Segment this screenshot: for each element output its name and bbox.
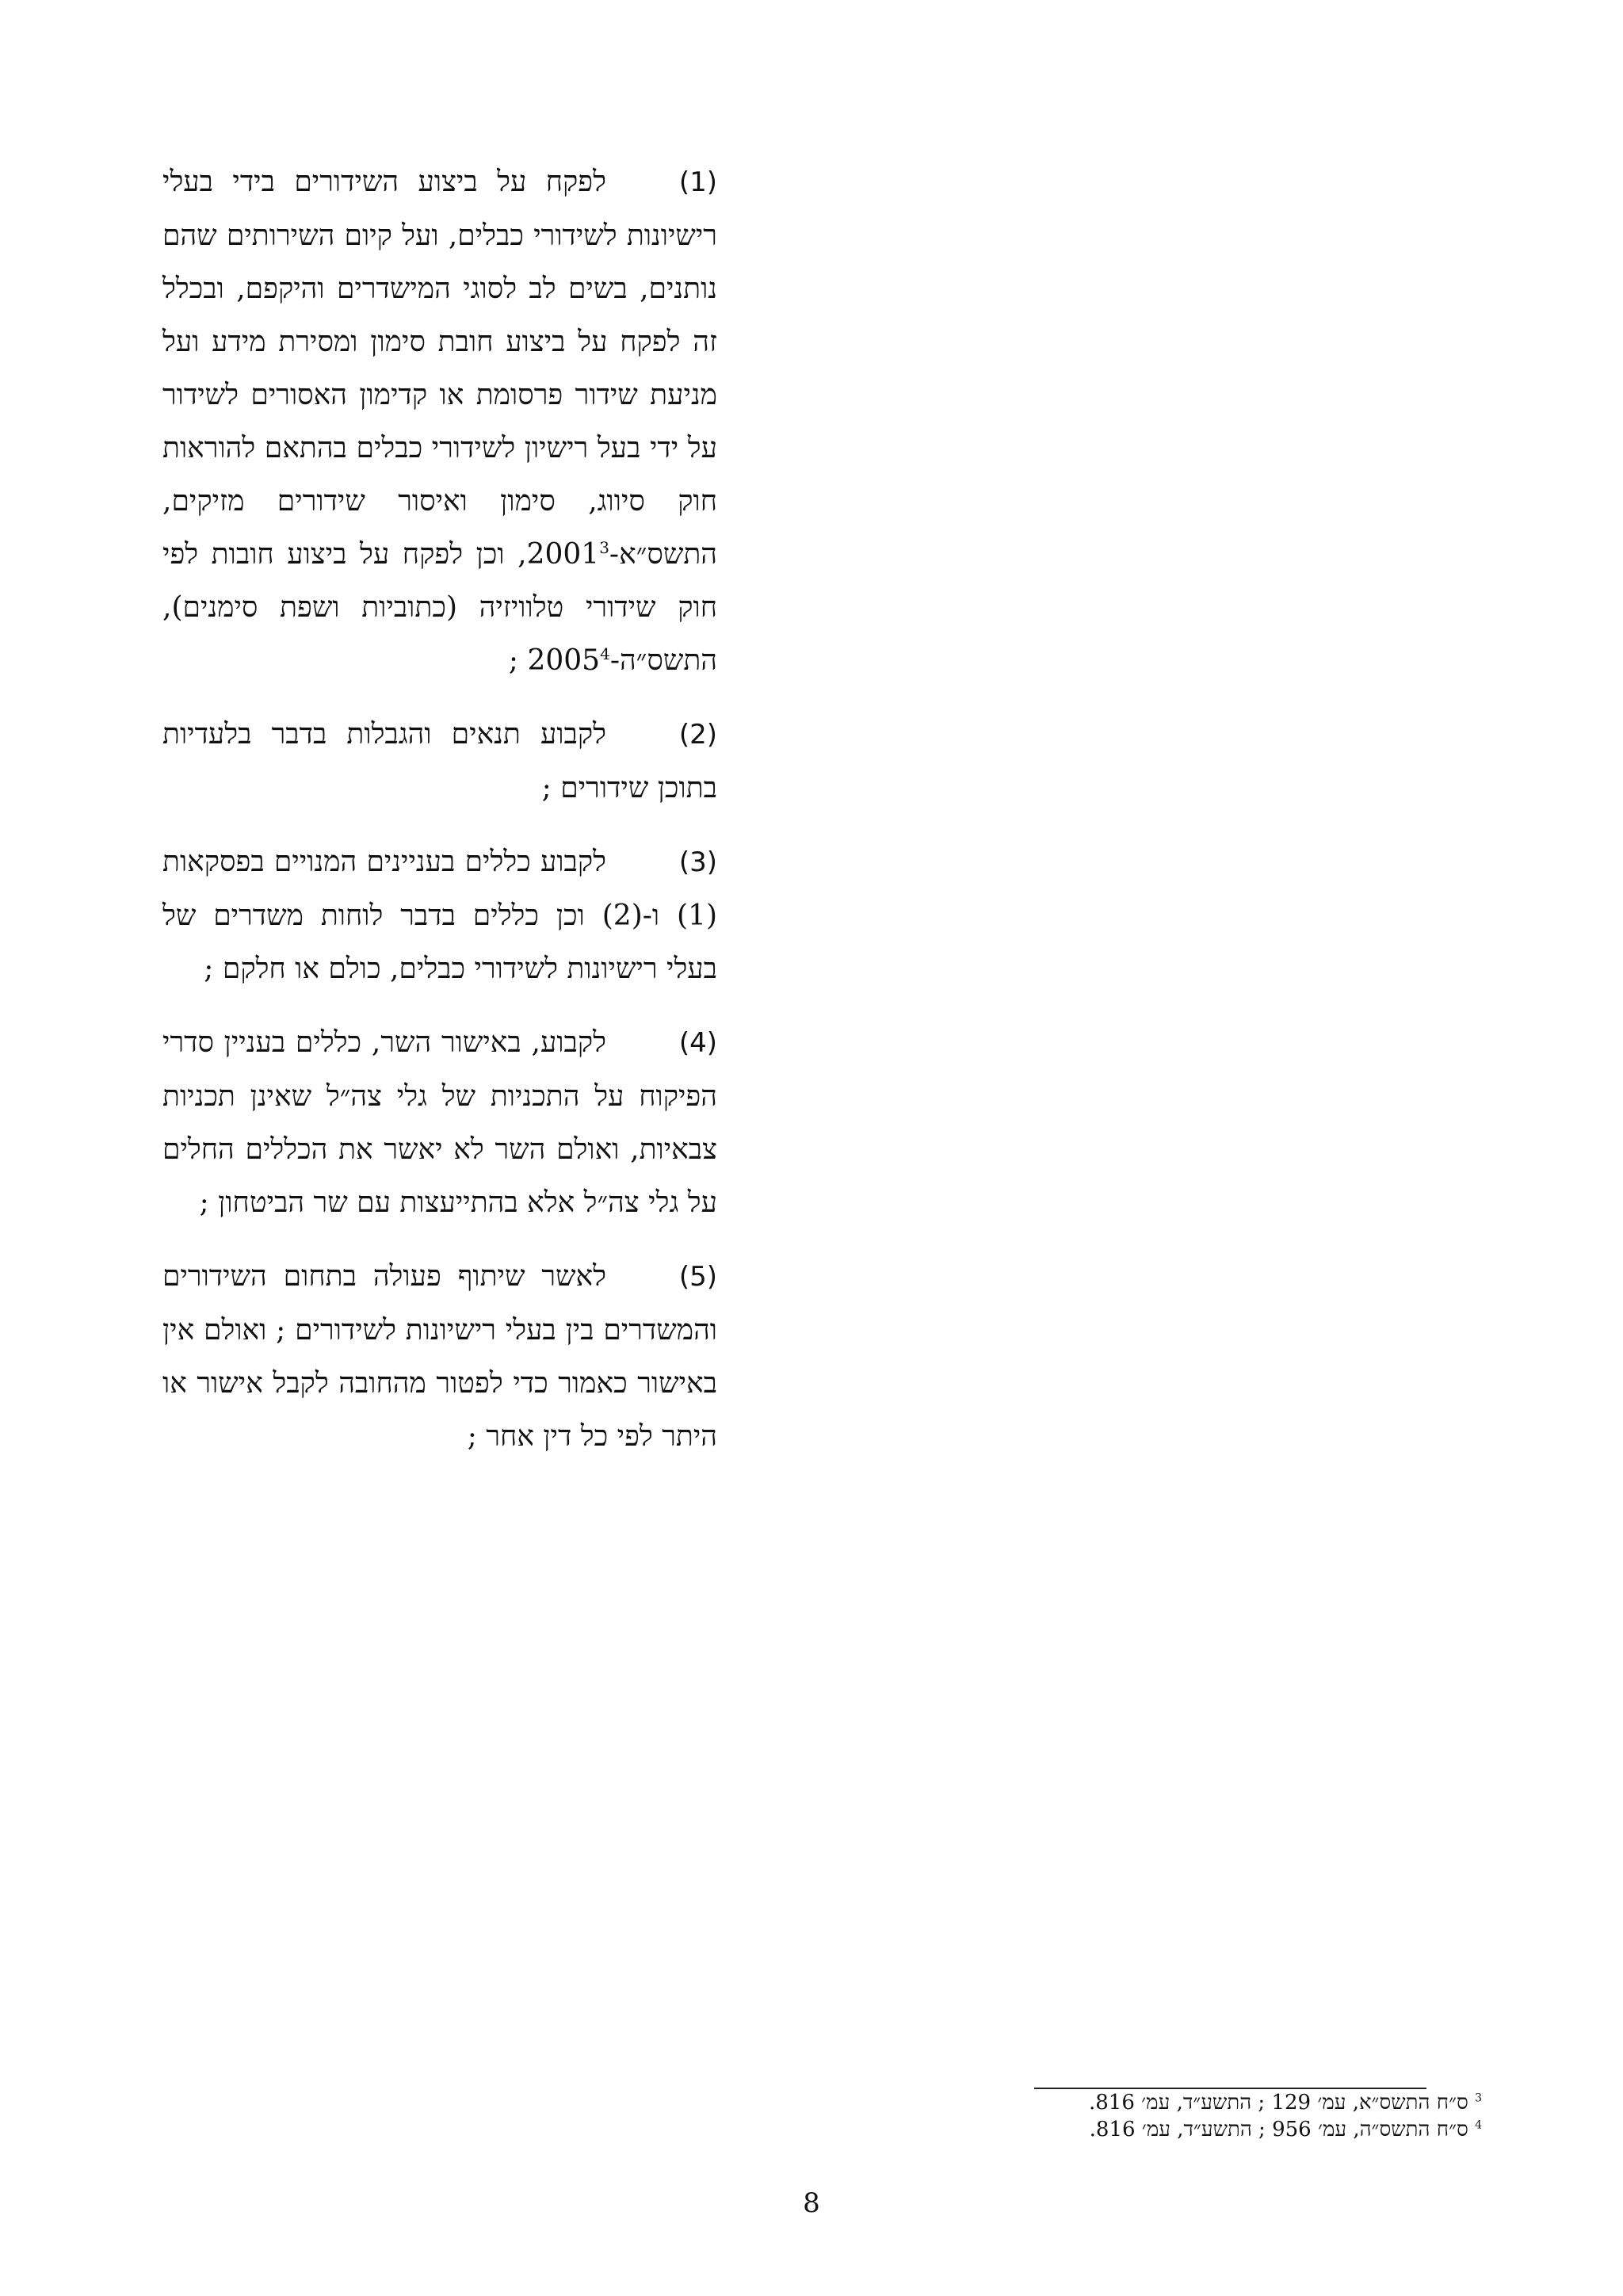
list-item-3 bbox=[162, 835, 717, 995]
footnote-mark: 3 bbox=[1475, 2092, 1482, 2105]
footnote-mark: 4 bbox=[1475, 2118, 1482, 2132]
list-item-1 bbox=[162, 155, 717, 687]
footnotes bbox=[1014, 2089, 1482, 2143]
item-number: (2) bbox=[678, 719, 717, 751]
footnote-text: ס״ח התשס״א, עמ׳ 129 ; התשע״ד, עמ׳ 816. bbox=[1089, 2091, 1468, 2115]
footnote-ref-3: 3 bbox=[599, 538, 609, 557]
item-text: לקבוע, באישור השר, כללים בעניין סדרי הפיקוח על התכניות של גלי צה״ל שאינן תכניות צבאיות, ואולם השר לא יאשר את הכללים החלים על גלי צה״ל אלא בהתייעצות עם שר הביטחון ; bbox=[162, 1026, 717, 1219]
item-number: (4) bbox=[678, 1027, 717, 1059]
item-text: לקבוע תנאים והגבלות בדבר בלעדיות בתוכן שידורים ; bbox=[162, 718, 717, 804]
list-item-4 bbox=[162, 1016, 717, 1229]
item-number: (5) bbox=[678, 1261, 717, 1293]
footnote-ref-4: 4 bbox=[600, 644, 610, 663]
item-text: , וכן לפקח על ביצוע חובות לפי חוק שידורי טלוויזיה (כתוביות ושפת סימנים), התשס״ה-2005 bbox=[162, 538, 717, 677]
item-text: לקבוע כללים בעניינים המנויים בפסקאות (1) ו-(2) וכן כללים בדבר לוחות משדרים של בעלי רישיונות לשידורי כבלים, כולם או חלקם ; bbox=[162, 846, 717, 985]
item-number: (1) bbox=[678, 166, 717, 198]
list-item-5 bbox=[162, 1250, 717, 1463]
page-number: 8 bbox=[803, 2187, 820, 2219]
footnote-text: ס״ח התשס״ה, עמ׳ 956 ; התשע״ד, עמ׳ 816. bbox=[1089, 2118, 1468, 2141]
item-text: לפקח על ביצוע השידורים בידי בעלי רישיונות לשידורי כבלים, ועל קיום השירותים שהם נותנים, בשים לב לסוגי המישדרים והיקפם, ובכלל זה לפקח על ביצוע חובת סימון ומסירת מידע ועל מניעת שידור פרסומת או קדימון האסורים לשידור על ידי בעל רישיון לשידורי כבלים בהתאם להוראות חוק סיווג, סימון ואיסור שידורים מזיקים, התשס״א-2001 bbox=[162, 166, 717, 571]
footnote-3 bbox=[1014, 2089, 1482, 2116]
item-number: (3) bbox=[678, 846, 717, 878]
footnote-4 bbox=[1014, 2116, 1482, 2143]
item-text: ; bbox=[508, 644, 528, 677]
main-text-column bbox=[162, 155, 717, 1484]
item-text: לאשר שיתוף פעולה בתחום השידורים והמשדרים בין בעלי רישיונות לשידורים ; ואולם אין באישור כאמור כדי לפטור מהחובה לקבל אישור או היתר לפי כל דין אחר ; bbox=[162, 1260, 717, 1453]
list-item-2 bbox=[162, 708, 717, 815]
